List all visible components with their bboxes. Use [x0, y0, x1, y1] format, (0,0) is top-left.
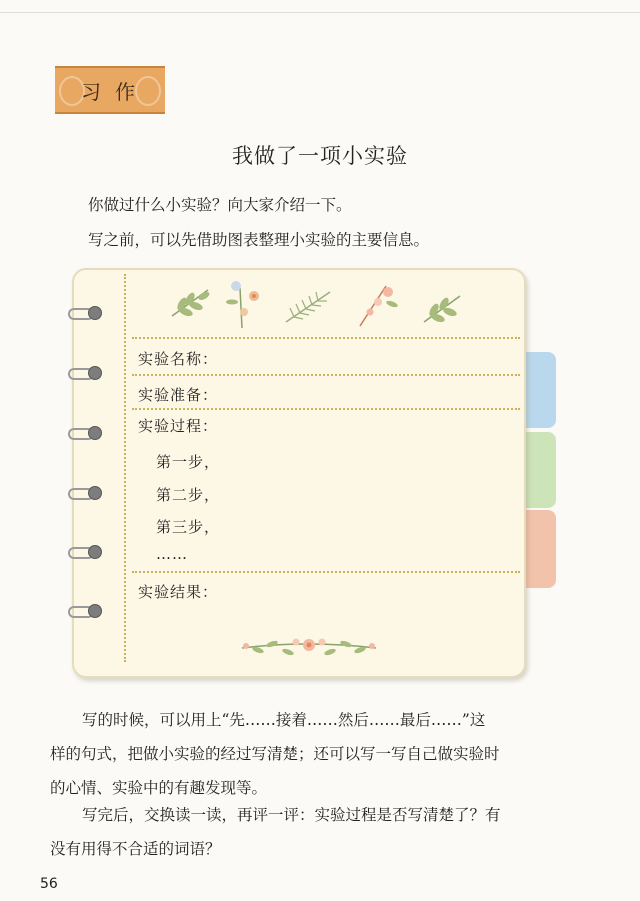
- paragraph-line: 写完后，交换读一读，再评一评：实验过程是否写清楚了？有: [82, 806, 501, 824]
- dotted-divider: [132, 374, 520, 376]
- flower-sprig-icon: [222, 278, 268, 330]
- dotted-divider: [132, 337, 520, 339]
- binder-ring-icon: [68, 547, 100, 561]
- step-label: 第一步，: [156, 453, 221, 471]
- binder-ring-icon: [68, 308, 100, 322]
- flower-sprig-icon: [356, 280, 402, 330]
- section-tag-label: 习作: [81, 79, 149, 104]
- paragraph-line: 样的句式，把做小实验的经过写清楚；还可以写一写自己做实验时: [50, 745, 500, 763]
- paragraph-line: 写的时候，可以用上“先……接着……然后……最后……”这: [82, 711, 486, 729]
- step-ellipsis: ……: [156, 545, 188, 563]
- experiment-process-label: 实验过程：: [138, 417, 219, 435]
- notebook-tab-pink: [526, 510, 556, 588]
- intro-line: 写之前，可以先借助图表整理小实验的主要信息。: [88, 231, 430, 249]
- paragraph-line: 没有用得不合适的词语？: [50, 840, 221, 858]
- page-title: 我做了一项小实验: [232, 144, 408, 168]
- leaf-sprig-icon: [420, 290, 464, 326]
- fern-icon: [284, 286, 334, 326]
- experiment-notebook: [72, 268, 526, 678]
- dotted-divider: [132, 408, 520, 410]
- step-label: 第三步，: [156, 518, 221, 536]
- writing-tips-paragraph: [50, 703, 590, 805]
- dotted-divider: [132, 571, 520, 573]
- page-number: 56: [40, 876, 58, 892]
- notebook-tab-green: [526, 432, 556, 508]
- experiment-prep-label: 实验准备：: [138, 386, 219, 404]
- notebook-tab-blue: [526, 352, 556, 428]
- review-paragraph: [50, 798, 590, 866]
- intro-line: 你做过什么小实验？向大家介绍一下。: [88, 196, 352, 214]
- leaf-sprig-icon: [168, 282, 212, 322]
- binder-ring-icon: [68, 428, 100, 442]
- binder-ring-icon: [68, 368, 100, 382]
- experiment-name-label: 实验名称：: [138, 350, 219, 368]
- section-tag: [55, 66, 165, 114]
- top-rule: [0, 12, 640, 13]
- floral-garland-icon: [238, 632, 380, 662]
- step-label: 第二步，: [156, 486, 221, 504]
- paragraph-line: 的心情、实验中的有趣发现等。: [50, 779, 268, 797]
- experiment-result-label: 实验结果：: [138, 583, 219, 601]
- margin-line: [124, 274, 126, 662]
- binder-ring-icon: [68, 488, 100, 502]
- binder-ring-icon: [68, 606, 100, 620]
